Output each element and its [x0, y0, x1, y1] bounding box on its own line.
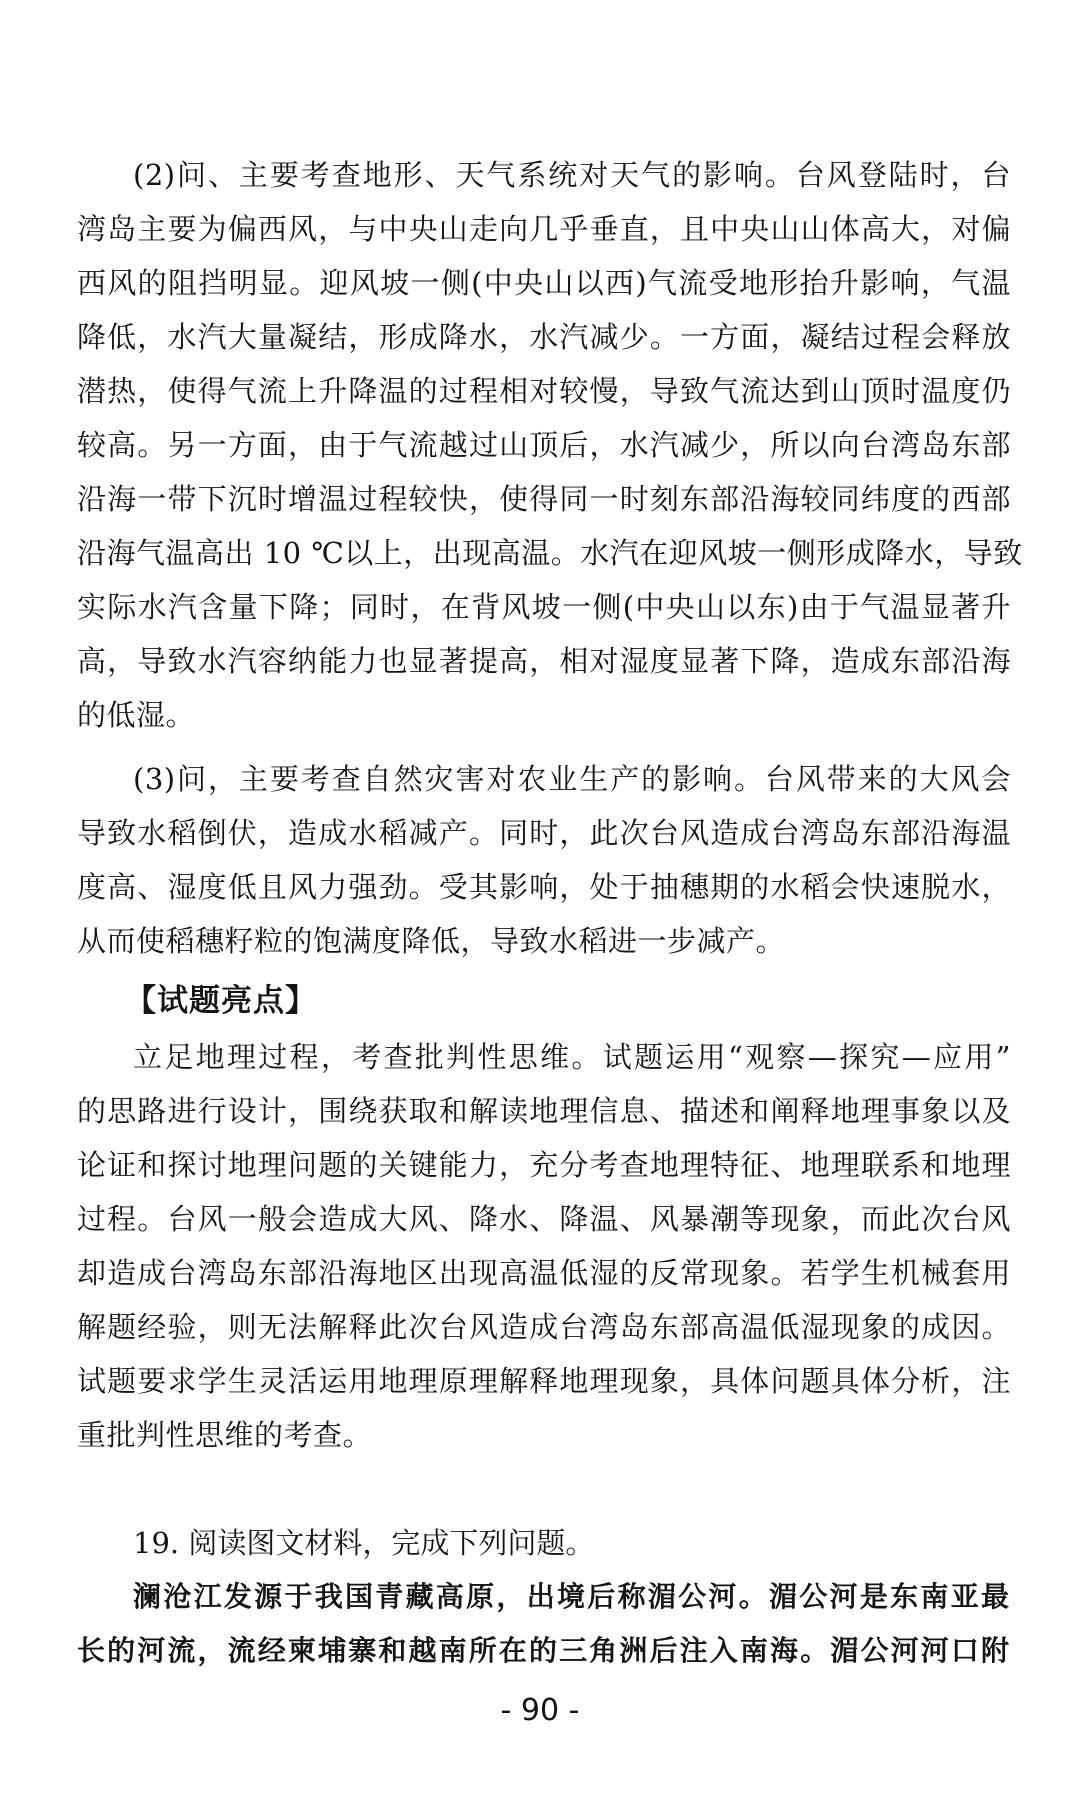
page-number: - 90 -: [500, 1693, 580, 1728]
paragraph-line: 高，导致水汽容纳能力也显著提高，相对湿度显著下降，造成东部沿海: [77, 644, 1011, 678]
paragraph-line: 潜热，使得气流上升降温的过程相对较慢，导致气流达到山顶时温度仍: [77, 374, 1011, 408]
material-line: 澜沧江发源于我国青藏高原，出境后称湄公河。湄公河是东南亚最: [133, 1580, 1011, 1613]
question-19-title: 19. 阅读图文材料，完成下列问题。: [133, 1526, 595, 1560]
highlights-heading: 【试题亮点】: [125, 983, 317, 1019]
paragraph-line: (2)问、主要考查地形、天气系统对天气的影响。台风登陆时，台: [133, 158, 1011, 192]
paragraph-line: 论证和探讨地理问题的关键能力，充分考查地理特征、地理联系和地理: [77, 1148, 1011, 1182]
material-line: 长的河流，流经柬埔寨和越南所在的三角洲后注入南海。湄公河河口附: [77, 1634, 1011, 1667]
paragraph-line: (3)问，主要考查自然灾害对农业生产的影响。台风带来的大风会: [133, 762, 1011, 796]
paragraph-line: 西风的阻挡明显。迎风坡一侧(中央山以西)气流受地形抬升影响，气温: [77, 266, 1011, 300]
paragraph-line: 重批判性思维的考查。: [77, 1418, 373, 1452]
paragraph-line: 过程。台风一般会造成大风、降水、降温、风暴潮等现象，而此次台风: [77, 1202, 1011, 1236]
paragraph-line: 湾岛主要为偏西风，与中央山走向几乎垂直，且中央山山体高大，对偏: [77, 212, 1011, 246]
paragraph-line: 从而使稻穗籽粒的饱满度降低，导致水稻进一步减产。: [77, 924, 786, 958]
paragraph-line: 的低湿。: [77, 698, 196, 732]
paragraph-line: 的思路进行设计，围绕获取和解读地理信息、描述和阐释地理事象以及: [77, 1094, 1011, 1128]
paragraph-line: 导致水稻倒伏，造成水稻减产。同时，此次台风造成台湾岛东部沿海温: [77, 816, 1011, 850]
paragraph-line: 沿海一带下沉时增温过程较快，使得同一时刻东部沿海较同纬度的西部: [77, 482, 1011, 516]
paragraph-line: 度高、湿度低且风力强劲。受其影响，处于抽穗期的水稻会快速脱水，: [77, 870, 1011, 904]
paragraph-line: 沿海气温高出 10 ℃以上，出现高温。水汽在迎风坡一侧形成降水，导致: [77, 536, 1023, 570]
paragraph-line: 解题经验，则无法解释此次台风造成台湾岛东部高温低湿现象的成因。: [77, 1310, 1011, 1344]
paragraph-line: 却造成台湾岛东部沿海地区出现高温低湿的反常现象。若学生机械套用: [77, 1256, 1011, 1290]
paragraph-line: 降低，水汽大量凝结，形成降水，水汽减少。一方面，凝结过程会释放: [77, 320, 1011, 354]
paragraph-line: 较高。另一方面，由于气流越过山顶后，水汽减少，所以向台湾岛东部: [77, 428, 1011, 462]
paragraph-line: 立足地理过程，考查批判性思维。试题运用“观察—探究—应用”: [133, 1040, 1011, 1074]
paragraph-line: 实际水汽含量下降；同时，在背风坡一侧(中央山以东)由于气温显著升: [77, 590, 1011, 624]
paragraph-line: 试题要求学生灵活运用地理原理解释地理现象，具体问题具体分析，注: [77, 1364, 1011, 1398]
